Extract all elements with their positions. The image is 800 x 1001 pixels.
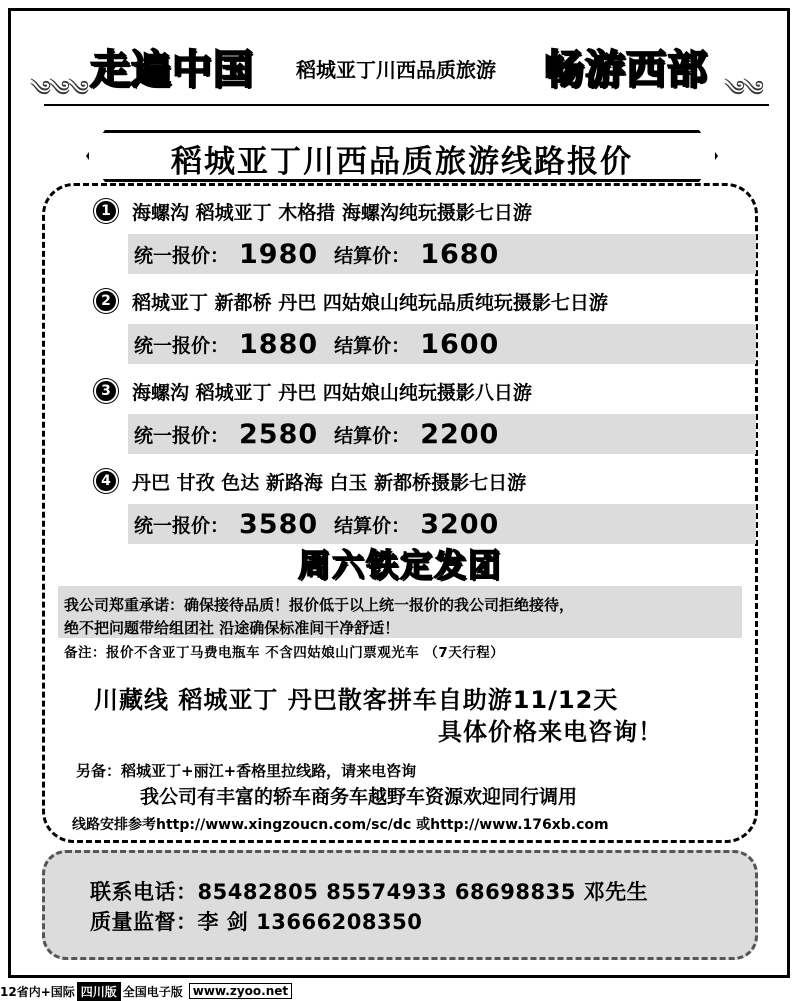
promise-line-2: 绝不把问题带给组团社 沿途确保标准间干净舒适！ (64, 619, 400, 637)
route-price-bar (128, 504, 756, 544)
route-title: 丹巴 甘孜 色达 新路海 白玉 新都桥摄影七日游 (132, 471, 527, 494)
unified-price-value: 1880 (239, 328, 319, 360)
fleet-text: 我公司有丰富的轿车商务车越野车资源欢迎同行调用 (140, 786, 578, 808)
unified-price-label: 统一报价： (134, 424, 230, 447)
extra-routes-text: 另备：稻城亚丁+丽江+香格里拉线路，请来电咨询 (76, 762, 417, 780)
unified-price-value: 2580 (239, 418, 319, 450)
reference-links: 线路安排参考http://www.xingzoucn.com/sc/dc 或http://www.176xb.com (72, 817, 609, 833)
unified-price-label: 统一报价： (134, 514, 230, 537)
settlement-price-value: 3200 (420, 508, 500, 540)
route-title: 稻城亚丁 新都桥 丹巴 四姑娘山纯玩品质纯玩摄影七日游 (132, 291, 608, 314)
chuanzang-headline: 川藏线 稻城亚丁 丹巴散客拼车自助游11/12天 (94, 686, 619, 714)
footer (0, 982, 292, 1000)
footer-edition-badge: 四川版 (77, 982, 121, 1001)
settlement-price-label: 结算价： (334, 244, 411, 267)
cloud-ornament-left-icon: ༄༄༄ (30, 77, 88, 102)
cloud-ornament-right-icon: ༄༄ (724, 77, 763, 102)
settlement-price-value: 1600 (420, 328, 500, 360)
price-banner-title: 稻城亚丁川西品质旅游线路报价 (171, 144, 633, 180)
header (14, 38, 784, 106)
header-divider (44, 104, 769, 106)
quality-supervision: 质量监督：李 剑 13666208350 (90, 910, 423, 934)
route-price-bar (128, 234, 756, 274)
footer-page-section: 12省内+国际 (0, 984, 75, 999)
settlement-price-value: 1680 (420, 238, 500, 270)
unified-price-label: 统一报价： (134, 244, 230, 267)
route-price-bar (128, 324, 756, 364)
consult-headline: 具体价格来电咨询！ (438, 718, 663, 746)
route-number-badge: 4 (94, 469, 118, 493)
settlement-price-label: 结算价： (334, 334, 411, 357)
route-title: 海螺沟 稻城亚丁 丹巴 四姑娘山纯玩摄影八日游 (132, 381, 532, 404)
promise-line-1: 我公司郑重承诺：确保接待品质！报价低于以上统一报价的我公司拒绝接待， (64, 596, 575, 614)
header-right-title: 畅游西部 (544, 46, 708, 93)
unified-price-value: 3580 (239, 508, 319, 540)
saturday-departure-headline: 周六铁定发团 (297, 546, 502, 584)
route-number-badge: 2 (94, 289, 118, 313)
route-price-bar (128, 414, 756, 454)
route-number-badge: 3 (94, 379, 118, 403)
footer-url: www.zyoo.net (189, 983, 292, 999)
footer-national-edition: 全国电子版 (122, 984, 183, 999)
settlement-price-label: 结算价： (334, 514, 411, 537)
route-title: 海螺沟 稻城亚丁 木格措 海螺沟纯玩摄影七日游 (132, 201, 532, 224)
header-left-title: 走遍中国 (90, 46, 254, 93)
settlement-price-label: 结算价： (334, 424, 411, 447)
header-subtitle: 稻城亚丁川西品质旅游 (296, 58, 496, 82)
contact-phone: 联系电话：85482805 85574933 68698835 邓先生 (90, 880, 649, 904)
promise-text (64, 594, 754, 640)
unified-price-label: 统一报价： (134, 334, 230, 357)
remark-note: 备注：报价不含亚丁马费电瓶车 不含四姑娘山门票观光车 （7天行程） (64, 645, 505, 661)
unified-price-value: 1980 (239, 238, 319, 270)
settlement-price-value: 2200 (420, 418, 500, 450)
route-number-badge: 1 (94, 199, 118, 223)
